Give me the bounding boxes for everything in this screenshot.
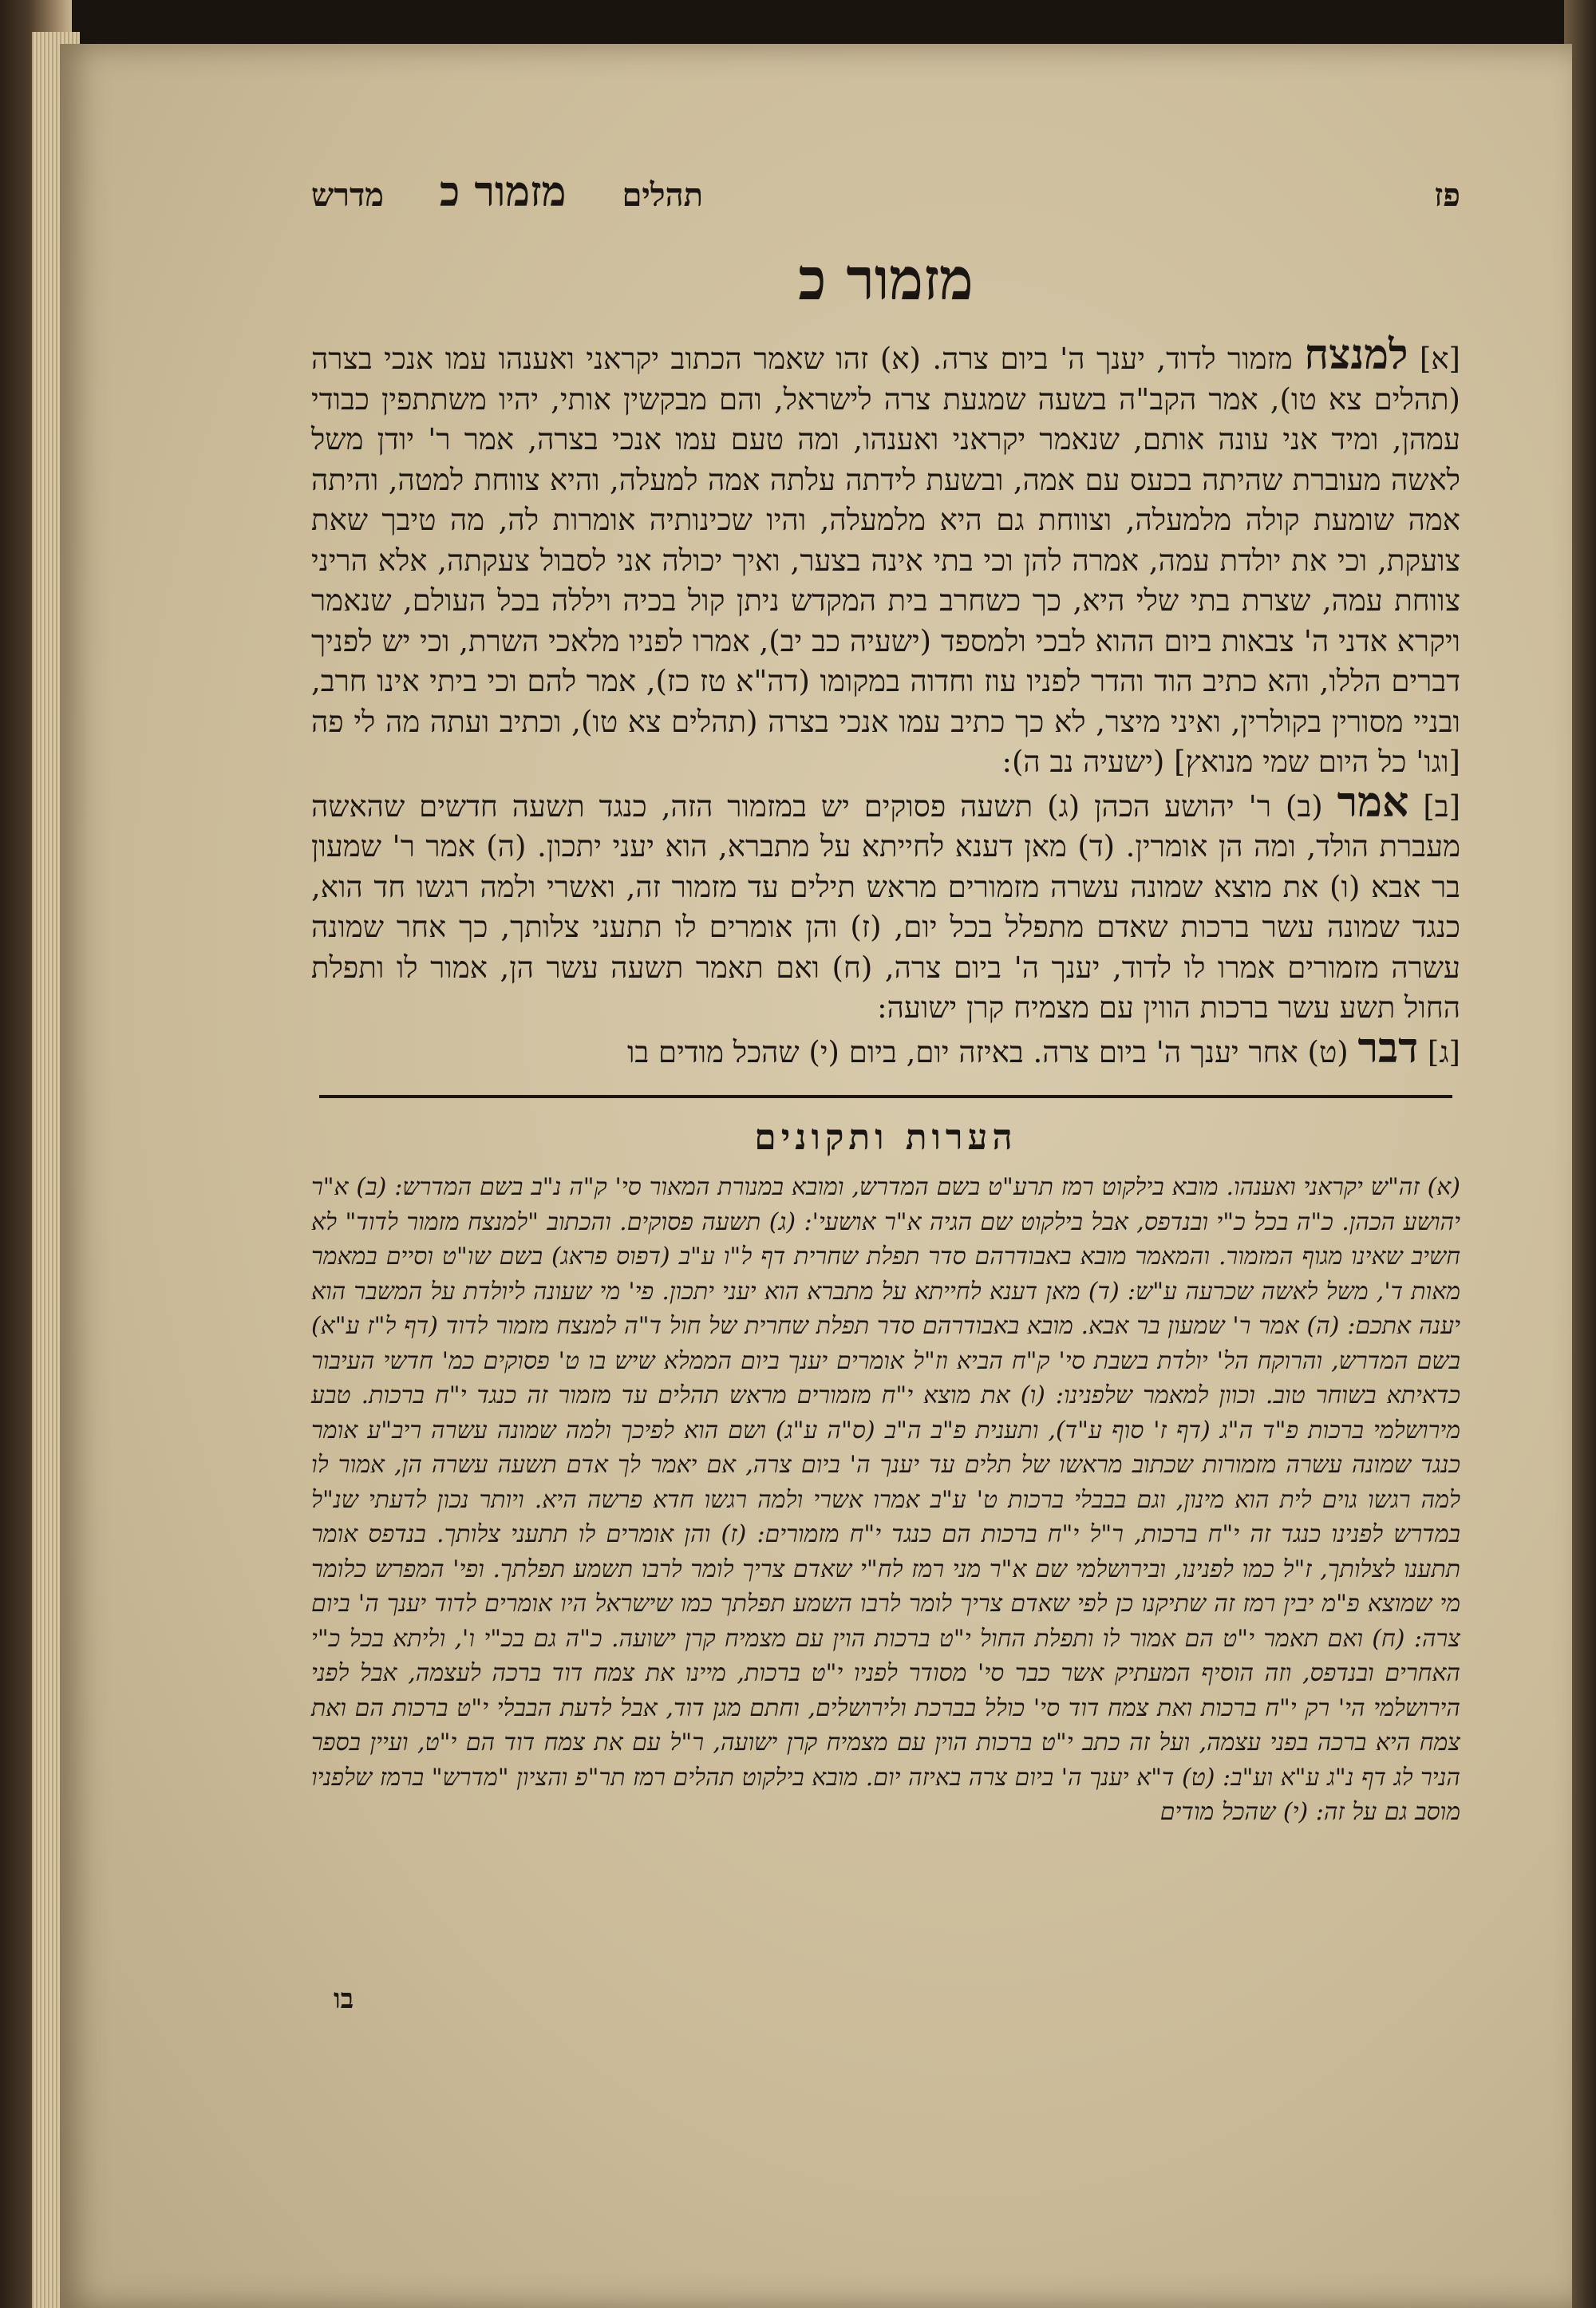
lead-word: דבר (1357, 1023, 1419, 1073)
header-psalm: מזמור כ (439, 168, 567, 216)
notes-text: (א) זה"ש יקראני ואענהו. מובא בילקוט רמז תרע"ט בשם המדרש, ומובא במנורת המאור סי' ק"ה נ"ב בשם המדרש: (ב) א"ר יהושע הכהן. כ"ה בכל כ"י ובנדפס, אבל בילקוט שם הגיה א"ר אושעי': (ג) תשעה פסוקים. והכתוב "למנצח מזמור לדוד" לא חשיב שאינו מגוף המזמור. והמאמר מובא באבודרהם סדר תפלת שחרית דף ל"ו ע"ב (דפוס פראג) בשם שו"ט וסיים במאמר מאות ד', משל לאשה שכרעה ע"ש: (ד) מאן דענא לחייתא על מתברא הוא יעני יתכון. פי' מי שעונה ליולדת על המשבר הוא יענה אתכם: (ה) אמר ר' שמעון בר אבא. מובא באבודרהם סדר תפלת שחרית של חול ד"ה למנצח מזמור לדוד (דף ל"ז ע"א) בשם המדרש, והרוקח הל' יולדת בשבת סי' ק"ח הביא וז"ל אומרים יענך ביום הממלא שיש בו ט' פסוקים כמ' חדשי העיבור כדאיתא בשוחר טוב. וכוון למאמר שלפנינו: (ו) את מוצא י"ח מזמורים מראש תהלים עד מזמור זה כנגד י"ח ברכות. טבע מירושלמי ברכות פ"ד ה"ג (דף ז' סוף ע"ד), ותענית פ"ב ה"ב (ס"ה ע"ג) ושם הוא לפיכך ולמה שמונה עשרה ריב"ע אומר כנגד שמונה עשרה מזמורות שכתוב מראשו של תלים עד יענך ה' ביום צרה, אם יאמר לך אדם תשעה עשרה הן, אמור לו למה רגשו גוים לית הוא מינון, וגם בבבלי ברכות ט' ע"ב אמרו אשרי ולמה רגשו חדא פרשה היא. ויותר נכון לדעתי שנ"ל במדרש לפנינו כנגד זה י"ח ברכות, ר"ל י"ח ברכות הם כנגד י"ח מזמורים: (ז) והן אומרים לו תתעני צלותך. בנדפס אומר תתענו לצלותך, ז"ל כמו לפנינו, ובירושלמי שם א"ר מני רמז לח"י שאדם צריך לומר לרבו תשמע תפלתך. ופי' המפרש כלומר מי שמוצא פ"מ יבין רמז זה שתיקנו כן לפי שאדם צריך לומר לרבו השמע תפלתך כמו שישראל היו אומרים לדוד יענך ה' ביום צרה: (ח) ואם תאמר י"ט הם אמור לו ותפלת החול י"ט ברכות הוין עם מצמיח קרן ישועה. כ"ה גם בכ"י ו', וליתא בכל כ"י האחרים ובנדפס, וזה הוסיף המעתיק אשר כבר סי' מסודר לפניו י"ט ברכות, מיינו את צמח דוד ברכה לעצמה, אבל לפני הירושלמי הי' רק י"ח ברכות ואת צמח דוד סי' כולל בברכת ולירושלים, וחתם מגן דוד, אבל לדעת הבבלי י"ט ברכות הם ואת צמח היא ברכה בפני עצמה, ועל זה כתב י"ט ברכות הוין עם מצמיח קרן ישועה, ר"ל עם את צמח דוד הם י"ט, ועיין בספר הניר לג דף נ"ג ע"א וע"ב: (ט) ד"א יענך ה' ביום צרה באיזה יום. מובא בילקוט תהלים רמז תר"פ והציון "מדרש" ברמז שלפניו מוסב גם על זה: (י) שהכל מודים (311, 1173, 1460, 1826)
main-text (311, 330, 1461, 1073)
paragraph-marker: [א] (1419, 342, 1460, 376)
paragraph-marker: [ב] (1423, 788, 1461, 824)
page-content (311, 168, 1460, 1830)
lead-word: למנצח (1304, 330, 1408, 379)
paragraph-3 (311, 1023, 1460, 1073)
paragraph-1 (311, 330, 1460, 783)
notes-title: הערות ותקונים (754, 1117, 1017, 1158)
section-divider (319, 1095, 1452, 1098)
page-number: פז (1434, 176, 1460, 214)
paragraph-2 (311, 777, 1461, 1029)
header-book-name: תהלים (622, 176, 703, 214)
psalm-title: מזמור כ (798, 245, 974, 313)
header-center (311, 168, 703, 216)
paragraph-marker: [ג] (1427, 1034, 1460, 1069)
paragraph-text: (ב) ר' יהושע הכהן (ג) תשעה פסוקים יש במזמור הזה, כנגד תשעה חדשים שהאשה מעברת הולד, ומה הן אומרין. (ד) מאן דענא לחייתא על מתברא, הוא יעני יתכון. (ה) אמר ר' שמעון בר אבא (ו) את מוצא שמונה עשרה מזמורים מראש תילים עד מזמור זה, ואשרי ולמה רגשו חד הוא, כנגד שמונה עשר ברכות שאדם מתפלל בכל יום, (ז) והן אומרים לו תתעני צלותך, כך אחר שמונה עשרה מזמורים אמרו לו לדוד, יענך ה' ביום צרה, (ח) ואם תאמר תשעה עשר הן, אמור לו ותפלת החול תשע עשר ברכות הווין עם מצמיח קרן ישועה: (311, 788, 1460, 1025)
paragraph-text: (ט) אחר יענך ה' ביום צרה. באיזה יום, ביום (י) שהכל מודים בו (626, 1034, 1349, 1069)
lead-word: אמר (1337, 777, 1409, 827)
catchword: בו (334, 1983, 354, 2015)
header-midrash: מדרש (311, 176, 384, 214)
paragraph-text: מזמור לדוד, יענך ה' ביום צרה. (א) זהו שאמר הכתוב יקראני ואענהו עמו אנכי בצרה (תהלים צא טו), אמר הקב"ה בשעה שמגעת צרה לישראל, והם מבקשין אותי, יהיו משתתפין כבודי עמהן, ומיד אני עונה אותם, שנאמר יקראני ואענהו, ומה טעם עמו אנכי בצרה, אמר ר' יודן משל לאשה מעוברת שהיתה בכעס עם אמה, ובשעת לידתה עלתה אמה למעלה, והיא צווחת למטה, והיתה אמה שומעת קולה מלמעלה, וצווחת גם היא מלמעלה, והיו שכינותיה אומרות לה, מה טיבך שאת צועקת, וכי את יולדת עמה, אמרה להן וכי בתי אינה בצער, ואיך יכולה אני לסבול צעקתה, אלא הריני צווחת עמה, שצרת בתי שלי היא, כך כשחרב בית המקדש ניתן קול בכיה ויללה בכל העולם, שנאמר ויקרא אדני ה' צבאות ביום ההוא לבכי ולמספד (ישעיה כב יב), אמרו לפניו מלאכי השרת, וכי יש לפניך דברים הללו, והא כתיב הוד והדר לפניו עוז וחדוה במקומו (דה"א טז כז), אמר להם וכי ביתי אינו חרב, ובניי מסורין בקולרין, ואיני מיצר, לא כך כתיב עמו אנכי בצרה (תהלים צא טו), וכתיב ועתה מה לי פה [וגו' כל היום שמי מנואץ] (ישעיה נב ה): (311, 342, 1460, 779)
running-header (311, 168, 1460, 231)
